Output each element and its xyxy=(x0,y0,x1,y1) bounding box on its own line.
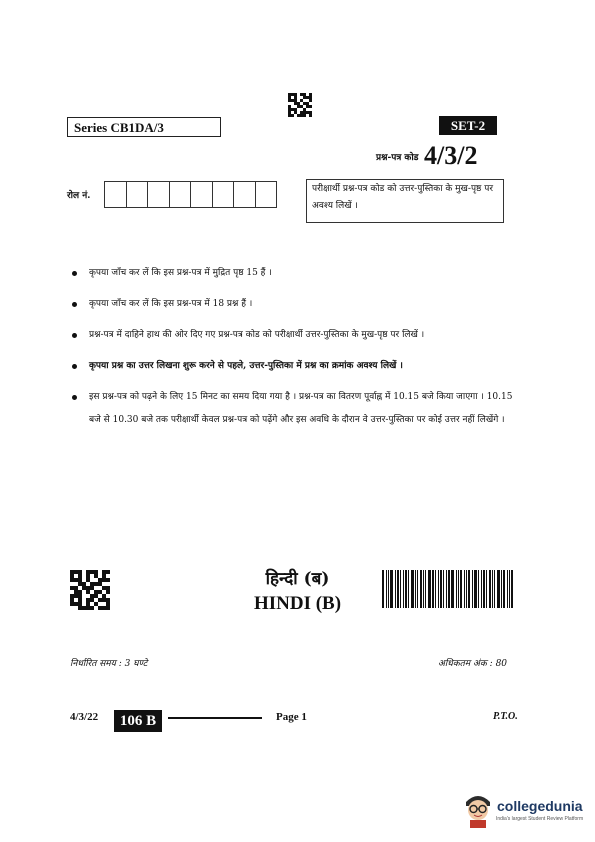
bullet-icon xyxy=(72,271,77,276)
question-paper-code-label: प्रश्न-पत्र कोड xyxy=(376,153,419,163)
roll-number-box[interactable] xyxy=(104,181,127,208)
pto-label: P.T.O. xyxy=(493,711,518,722)
mascot-icon xyxy=(460,788,496,828)
subject-title-english: HINDI (B) xyxy=(253,593,342,614)
roll-number-box[interactable] xyxy=(190,181,213,208)
barcode-icon xyxy=(382,570,524,608)
footer-divider xyxy=(168,717,262,719)
brand-name: collegedunia xyxy=(497,798,583,814)
maximum-marks: अधिकतम अंक : 80 xyxy=(438,659,508,669)
brand-tagline: India's largest Student Review Platform xyxy=(496,816,584,822)
roll-number-box[interactable] xyxy=(126,181,149,208)
bullet-icon xyxy=(72,364,77,369)
instruction-item: प्रश्न-पत्र में दाहिने हाथ की ओर दिए गए प्रश्न-पत्र कोड को परीक्षार्थी उत्तर-पुस्तिका के मुख-पृष्ठ पर लिखें । xyxy=(72,324,522,347)
roll-number-box[interactable] xyxy=(212,181,235,208)
question-paper-code: 4/3/2 xyxy=(424,141,478,170)
footer-code: 4/3/22 xyxy=(70,711,99,723)
instruction-item: कृपया प्रश्न का उत्तर लिखना शुरू करने से पहले, उत्तर-पुस्तिका में प्रश्न का क्रमांक अवश्य लिखें । xyxy=(72,355,522,378)
page-number: Page 1 xyxy=(276,711,307,723)
qr-code-icon xyxy=(288,93,312,117)
subject-title-hindi: हिन्दी (ब) xyxy=(265,569,330,589)
bullet-icon xyxy=(72,302,77,307)
bullet-icon xyxy=(72,333,77,338)
roll-number-box[interactable] xyxy=(169,181,192,208)
footer-badge: 106 B xyxy=(114,710,162,732)
roll-number-boxes[interactable] xyxy=(105,181,277,208)
roll-number-box[interactable] xyxy=(233,181,256,208)
set-badge: SET-2 xyxy=(439,116,497,135)
instruction-item: कृपया जाँच कर लें कि इस प्रश्न-पत्र में मुद्रित पृष्ठ 15 हैं । xyxy=(72,262,522,285)
series-label: Series CB1DA/3 xyxy=(67,117,221,137)
roll-number-box[interactable] xyxy=(147,181,170,208)
roll-number-label: रोल नं. xyxy=(67,191,91,201)
code-instruction-box: परीक्षार्थी प्रश्न-पत्र कोड को उत्तर-पुस्तिका के मुख-पृष्ठ पर अवश्य लिखें । xyxy=(306,179,504,223)
time-allowed: निर्धारित समय : 3 घण्टे xyxy=(70,659,148,669)
roll-number-box[interactable] xyxy=(255,181,278,208)
instruction-item: इस प्रश्न-पत्र को पढ़ने के लिए 15 मिनट का समय दिया गया है । प्रश्न-पत्र का वितरण पूर्वाह्न में 10.15 बजे किया जाएगा । 10.15 बजे से 10.30 बजे तक परीक्षार्थी केवल प्रश्न-पत्र को पढ़ेंगे और इस अवधि के दौरान वे उत्तर-पुस्तिका पर कोई उत्तर नहीं लिखेंगे । xyxy=(72,386,522,432)
instruction-item: कृपया जाँच कर लें कि इस प्रश्न-पत्र में 18 प्रश्न हैं । xyxy=(72,293,522,316)
instructions-list xyxy=(72,262,522,440)
bullet-icon xyxy=(72,395,77,400)
